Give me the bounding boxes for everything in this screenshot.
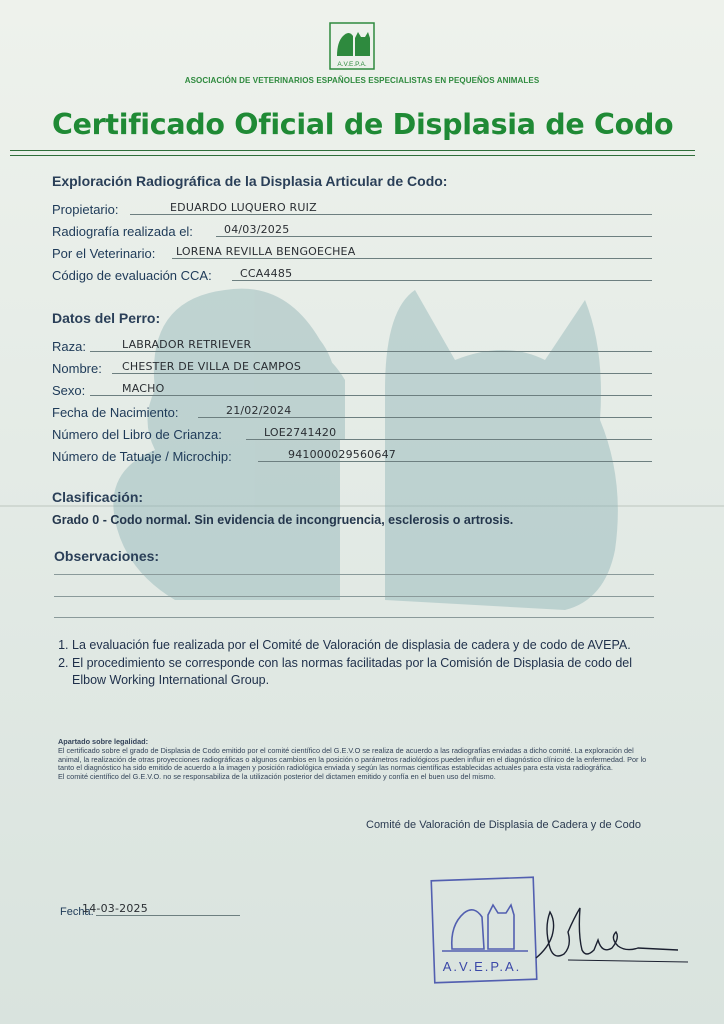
field-microchip bbox=[52, 446, 652, 464]
field-underline bbox=[90, 351, 652, 352]
field-underline bbox=[232, 280, 652, 281]
association-name: ASOCIACIÓN DE VETERINARIOS ESPAÑOLES ESPECIALISTAS EN PEQUEÑOS ANIMALES bbox=[184, 76, 540, 85]
committee-name: Comité de Valoración de Displasia de Cadera y de Codo bbox=[366, 819, 641, 831]
field-label: Número de Tatuaje / Microchip: bbox=[52, 449, 232, 464]
field-veterinarian bbox=[52, 243, 652, 261]
field-value: LOE2741420 bbox=[264, 426, 337, 439]
page-title: Certificado Oficial de Displasia de Codo bbox=[52, 108, 674, 141]
classification-heading: Clasificación: bbox=[52, 489, 144, 505]
observations-line bbox=[54, 574, 654, 575]
field-label: Número del Libro de Crianza: bbox=[52, 427, 222, 442]
field-underline bbox=[258, 461, 652, 462]
field-birth-date bbox=[52, 402, 652, 420]
field-label: Por el Veterinario: bbox=[52, 246, 156, 261]
field-issue-date bbox=[60, 900, 240, 918]
exploration-heading: Exploración Radiográfica de la Displasia Articular de Codo: bbox=[52, 173, 448, 189]
field-underline bbox=[198, 417, 652, 418]
field-underline bbox=[112, 373, 652, 374]
field-value: CCA4485 bbox=[240, 267, 293, 280]
field-value: 21/02/2024 bbox=[226, 404, 292, 417]
legal-text: El certificado sobre el grado de Displasia de Codo emitido por el comité científico del G.E.V.O se realiza de acuerdo a las radiografías enviadas a dicho comité. La exploración del animal, la realización de otras proyecciones radiográficas o algunos cambios en la posición o parámetros radiológicos pueden influir en el diagnóstico clínico de la enfermedad. Por lo tanto el diagnóstico ha sido emitido de acuerdo a la imagen y posición radiológica enviada y según las normas científicas establecidas actuales para esta vista radiográfica. bbox=[58, 745, 647, 773]
field-underline bbox=[216, 236, 652, 237]
notes-list bbox=[54, 637, 666, 690]
legal-section bbox=[58, 738, 658, 782]
field-dog-name bbox=[52, 358, 652, 376]
field-label: Nombre: bbox=[52, 361, 102, 376]
field-value: 941000029560647 bbox=[288, 448, 396, 461]
field-underline bbox=[96, 915, 240, 916]
stamp-text: A.V.E.P.A. bbox=[442, 959, 522, 974]
field-label: Radiografía realizada el: bbox=[52, 224, 193, 239]
field-label: Sexo: bbox=[52, 383, 86, 398]
note-item: 2. El procedimiento se corresponde con las normas facilitadas por la Comisión de Displasia de codo del Elbow Working International Group. bbox=[72, 655, 666, 689]
field-breeding-book bbox=[52, 424, 652, 442]
observations-line bbox=[54, 596, 654, 597]
legal-heading: Apartado sobre legalidad: bbox=[58, 737, 149, 746]
field-owner bbox=[52, 199, 652, 217]
field-breed bbox=[52, 336, 652, 354]
field-label: Código de evaluación CCA: bbox=[52, 268, 212, 283]
field-value: CHESTER DE VILLA DE CAMPOS bbox=[122, 360, 301, 373]
note-item: 1. La evaluación fue realizada por el Comité de Valoración de displasia de cadera y de codo de AVEPA. bbox=[72, 637, 666, 654]
field-underline bbox=[90, 395, 652, 396]
field-underline bbox=[130, 214, 652, 215]
field-value: MACHO bbox=[122, 382, 165, 395]
title-divider bbox=[10, 150, 695, 156]
observations-heading: Observaciones: bbox=[54, 548, 160, 564]
field-label: Raza: bbox=[52, 339, 86, 354]
dog-data-heading: Datos del Perro: bbox=[52, 310, 161, 326]
field-value: EDUARDO LUQUERO RUIZ bbox=[170, 201, 317, 214]
avepa-logo-icon bbox=[329, 22, 375, 70]
field-underline bbox=[172, 258, 652, 259]
legal-text-disclaimer: El comité científico del G.E.V.O. no se responsabiliza de la utilización posterior del dictamen emitido y confía en el buen uso del mismo. bbox=[58, 772, 496, 782]
field-label: Fecha de Nacimiento: bbox=[52, 405, 179, 420]
field-cca-code bbox=[52, 265, 652, 283]
observations-line bbox=[54, 617, 654, 618]
logo-text: A.V.E.P.A. bbox=[337, 61, 367, 68]
field-radiograph-date bbox=[52, 221, 652, 239]
field-value: 04/03/2025 bbox=[224, 223, 290, 236]
avepa-stamp-icon bbox=[430, 873, 538, 985]
field-underline bbox=[246, 439, 652, 440]
field-value: 14-03-2025 bbox=[82, 902, 148, 915]
field-value: LABRADOR RETRIEVER bbox=[122, 338, 252, 351]
field-label: Fecha: bbox=[60, 906, 94, 918]
field-sex bbox=[52, 380, 652, 398]
classification-grade: Grado 0 - Codo normal. Sin evidencia de incongruencia, esclerosis o artrosis. bbox=[52, 513, 514, 527]
field-label: Propietario: bbox=[52, 202, 119, 217]
signature-icon bbox=[528, 888, 698, 978]
field-value: LORENA REVILLA BENGOECHEA bbox=[176, 245, 356, 258]
